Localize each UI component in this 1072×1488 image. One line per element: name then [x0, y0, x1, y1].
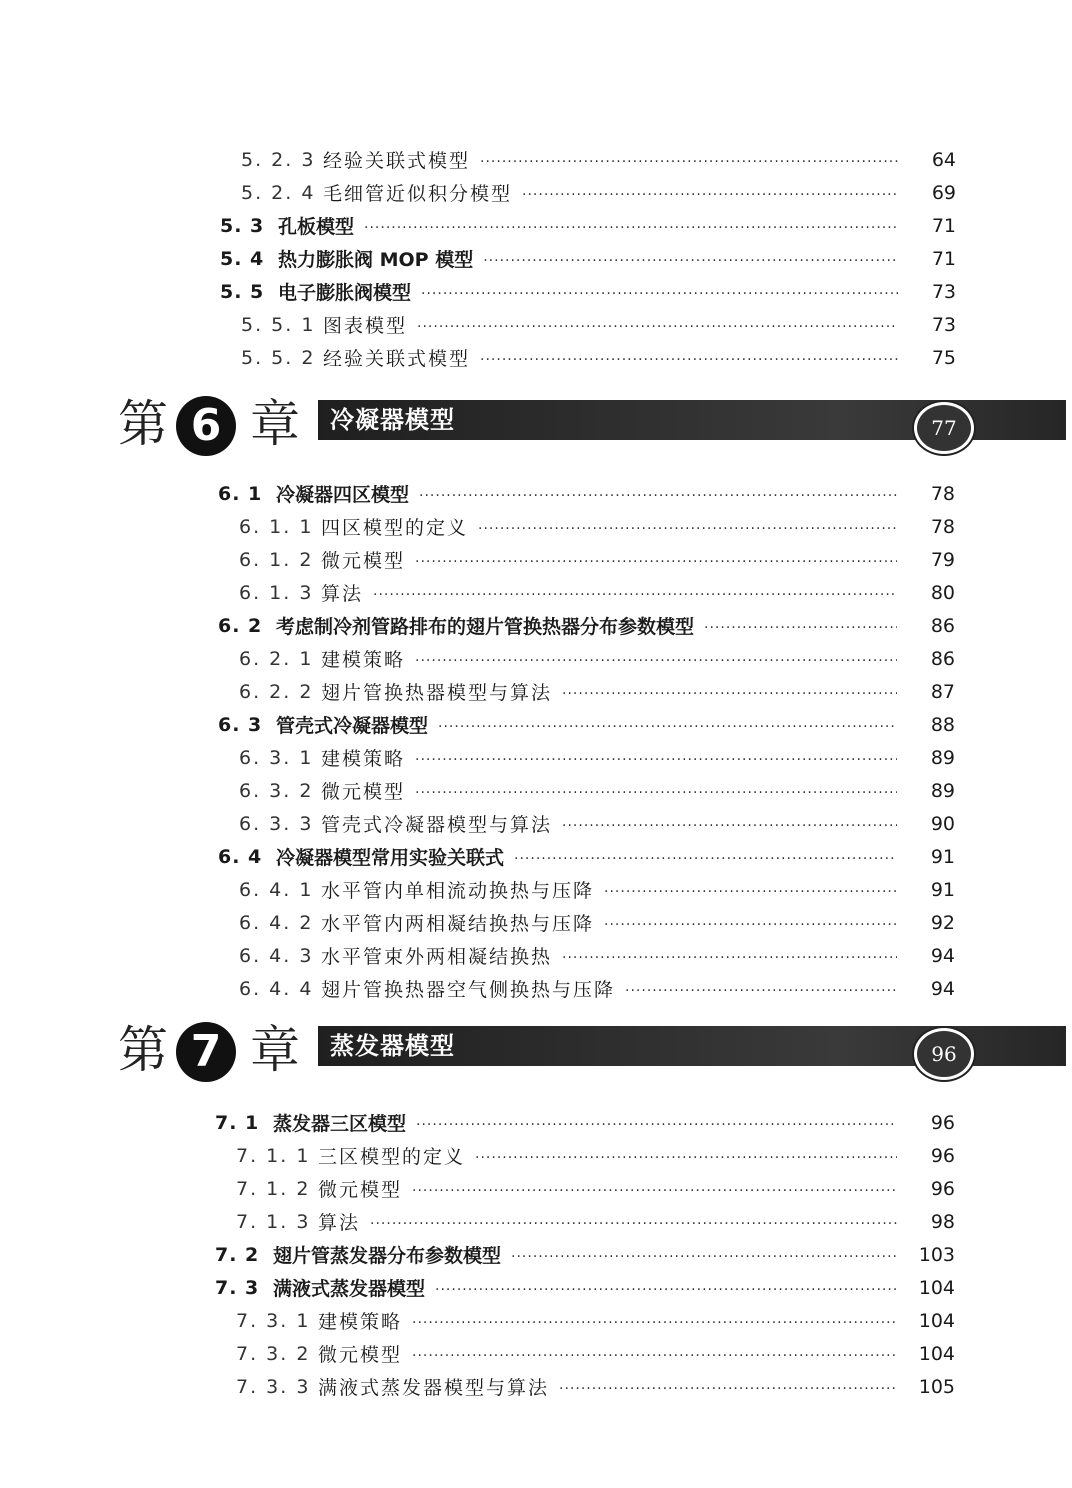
toc-section-entry — [220, 242, 956, 275]
toc-entry-page: 87 — [930, 680, 955, 703]
toc-entry-title: 冷凝器模型常用实验关联式 — [276, 847, 505, 869]
chapter-6-banner — [118, 394, 1068, 458]
chapter-7-banner — [118, 1020, 1068, 1084]
toc-entry-page: 96 — [930, 1177, 955, 1200]
toc-entry-page: 78 — [930, 515, 955, 538]
toc-leader-dots — [415, 554, 897, 570]
toc-entry-page: 86 — [930, 614, 955, 637]
toc-section-entry — [218, 609, 955, 642]
toc-subsection-entry — [236, 1205, 955, 1238]
toc-entry-title: 考虑制冷剂管路排布的翅片管换热器分布参数模型 — [276, 616, 695, 638]
toc-subsection-entry — [239, 873, 955, 906]
toc-subsection-entry — [239, 675, 955, 708]
toc-entry-page: 75 — [931, 346, 956, 369]
toc-entry-page: 91 — [930, 845, 955, 868]
toc-entry-number: 6. 1. 1 — [239, 515, 314, 538]
toc-entry-number: 6. 4 — [218, 845, 263, 868]
toc-entry-number: 5. 2. 4 — [241, 181, 316, 204]
toc-section-entry — [215, 1271, 955, 1304]
toc-leader-dots — [522, 187, 898, 203]
toc-entry-number: 6. 3. 3 — [239, 812, 314, 835]
toc-entry-number: 5. 5. 1 — [241, 313, 316, 336]
toc-leader-dots — [480, 352, 898, 368]
toc-entry-number: 7. 3 — [215, 1276, 260, 1299]
toc-entry-title: 蒸发器三区模型 — [273, 1113, 407, 1135]
toc-entry-page: 71 — [931, 247, 956, 270]
toc-entry-number: 6. 4. 1 — [239, 878, 314, 901]
toc-leader-dots — [604, 884, 897, 900]
toc-entry-title: 翅片管换热器模型与算法 — [321, 682, 553, 704]
chapter-number-badge: 6 — [176, 396, 236, 456]
toc-section-entry — [218, 708, 955, 741]
toc-subsection-entry — [239, 807, 955, 840]
toc-entry-page: 88 — [930, 713, 955, 736]
toc-entry-number: 6. 4. 4 — [239, 977, 314, 1000]
toc-entry-page: 73 — [931, 313, 956, 336]
toc-subsection-entry — [239, 576, 955, 609]
chapter-number-badge: 7 — [176, 1022, 236, 1082]
toc-entry-title: 微元模型 — [318, 1344, 403, 1366]
toc-entry-title: 建模策略 — [321, 748, 406, 770]
toc-entry-number: 7. 3. 3 — [236, 1375, 311, 1398]
toc-entry-title: 电子膨胀阀模型 — [278, 282, 412, 304]
toc-entry-page: 78 — [930, 482, 955, 505]
toc-leader-dots — [562, 686, 897, 702]
toc-leader-dots — [478, 521, 897, 537]
toc-entry-number: 6. 3 — [218, 713, 263, 736]
toc-entry-number: 7. 1 — [215, 1111, 260, 1134]
toc-leader-dots — [412, 1315, 897, 1331]
toc-entry-page: 86 — [930, 647, 955, 670]
toc-subsection-entry — [239, 543, 955, 576]
toc-leader-dots — [438, 719, 897, 735]
toc-entry-title: 微元模型 — [321, 781, 406, 803]
toc-entry-page: 104 — [918, 1276, 955, 1299]
toc-subsection-entry — [239, 939, 955, 972]
toc-entry-page: 89 — [930, 746, 955, 769]
toc-entry-page: 89 — [930, 779, 955, 802]
toc-entry-page: 91 — [930, 878, 955, 901]
toc-entry-page: 71 — [931, 214, 956, 237]
toc-entry-number: 6. 2. 1 — [239, 647, 314, 670]
toc-entry-title: 毛细管近似积分模型 — [323, 183, 513, 205]
toc-subsection-entry — [241, 341, 956, 374]
toc-subsection-entry — [236, 1304, 955, 1337]
toc-entry-title: 水平管内两相凝结换热与压降 — [321, 913, 595, 935]
toc-leader-dots — [416, 1117, 897, 1133]
toc-entry-title: 经验关联式模型 — [323, 150, 471, 172]
toc-entry-number: 6. 3. 2 — [239, 779, 314, 802]
toc-leader-dots — [412, 1348, 897, 1364]
toc-subsection-entry — [236, 1370, 955, 1403]
toc-entry-number: 6. 4. 3 — [239, 944, 314, 967]
toc-leader-dots — [562, 818, 897, 834]
toc-subsection-entry — [236, 1172, 955, 1205]
toc-entry-number: 6. 2 — [218, 614, 263, 637]
toc-leader-dots — [421, 286, 898, 302]
toc-leader-dots — [480, 154, 898, 170]
toc-entry-title: 管壳式冷凝器模型与算法 — [321, 814, 553, 836]
toc-entry-number: 6. 4. 2 — [239, 911, 314, 934]
toc-section-entry — [220, 209, 956, 242]
toc-subsection-entry — [239, 774, 955, 807]
toc-entry-number: 6. 1 — [218, 482, 263, 505]
toc-block-chapter6 — [0, 477, 1072, 1005]
toc-entry-number: 7. 1. 1 — [236, 1144, 311, 1167]
toc-entry-number: 5. 2. 3 — [241, 148, 316, 171]
toc-entry-title: 翅片管换热器空气侧换热与压降 — [321, 979, 616, 1001]
toc-section-entry — [218, 840, 955, 873]
toc-leader-dots — [370, 1216, 897, 1232]
toc-entry-page: 98 — [930, 1210, 955, 1233]
toc-section-entry — [220, 275, 956, 308]
toc-entry-number: 6. 1. 2 — [239, 548, 314, 571]
toc-entry-number: 7. 2 — [215, 1243, 260, 1266]
toc-entry-page: 69 — [931, 181, 956, 204]
toc-entry-title: 满液式蒸发器模型 — [273, 1278, 426, 1300]
toc-leader-dots — [364, 220, 898, 236]
toc-section-entry — [218, 477, 955, 510]
toc-entry-number: 7. 3. 2 — [236, 1342, 311, 1365]
toc-leader-dots — [373, 587, 897, 603]
chapter-page-badge: 77 — [914, 402, 974, 454]
toc-leader-dots — [562, 950, 897, 966]
toc-entry-number: 5. 3 — [220, 214, 265, 237]
toc-entry-page: 105 — [918, 1375, 955, 1398]
toc-entry-number: 6. 3. 1 — [239, 746, 314, 769]
toc-entry-page: 90 — [930, 812, 955, 835]
toc-leader-dots — [412, 1183, 897, 1199]
toc-entry-title: 满液式蒸发器模型与算法 — [318, 1377, 550, 1399]
toc-entry-page: 103 — [918, 1243, 955, 1266]
chapter-prefix: 第 — [118, 395, 168, 453]
toc-leader-dots — [435, 1282, 897, 1298]
toc-subsection-entry — [236, 1139, 955, 1172]
toc-entry-title: 四区模型的定义 — [321, 517, 469, 539]
toc-entry-title: 经验关联式模型 — [323, 348, 471, 370]
toc-subsection-entry — [241, 176, 956, 209]
toc-subsection-entry — [239, 510, 955, 543]
toc-entry-title: 建模策略 — [321, 649, 406, 671]
toc-subsection-entry — [239, 972, 955, 1005]
toc-leader-dots — [704, 620, 897, 636]
toc-leader-dots — [417, 319, 898, 335]
toc-entry-page: 79 — [930, 548, 955, 571]
toc-entry-number: 5. 5. 2 — [241, 346, 316, 369]
toc-entry-number: 6. 1. 3 — [239, 581, 314, 604]
toc-subsection-entry — [239, 906, 955, 939]
toc-entry-number: 7. 3. 1 — [236, 1309, 311, 1332]
toc-entry-page: 104 — [918, 1342, 955, 1365]
chapter-title: 冷凝器模型 — [330, 406, 455, 434]
toc-entry-title: 冷凝器四区模型 — [276, 484, 410, 506]
toc-entry-title: 孔板模型 — [278, 216, 355, 238]
toc-entry-number: 6. 2. 2 — [239, 680, 314, 703]
toc-leader-dots — [625, 983, 897, 999]
toc-leader-dots — [483, 253, 898, 269]
chapter-suffix: 章 — [250, 395, 300, 453]
toc-entry-page: 64 — [931, 148, 956, 171]
toc-entry-title: 微元模型 — [318, 1179, 403, 1201]
toc-leader-dots — [475, 1150, 897, 1166]
toc-entry-title: 热力膨胀阀 MOP 模型 — [278, 249, 474, 271]
toc-entry-title: 翅片管蒸发器分布参数模型 — [273, 1245, 502, 1267]
toc-entry-title: 建模策略 — [318, 1311, 403, 1333]
toc-entry-page: 94 — [930, 977, 955, 1000]
toc-subsection-entry — [236, 1337, 955, 1370]
toc-entry-page: 96 — [930, 1111, 955, 1134]
toc-leader-dots — [514, 851, 897, 867]
chapter-suffix: 章 — [250, 1021, 300, 1079]
chapter-page-badge: 96 — [914, 1028, 974, 1080]
toc-entry-number: 7. 1. 3 — [236, 1210, 311, 1233]
toc-entry-page: 104 — [918, 1309, 955, 1332]
toc-subsection-entry — [241, 308, 956, 341]
toc-entry-page: 94 — [930, 944, 955, 967]
chapter-title: 蒸发器模型 — [330, 1032, 455, 1060]
toc-block-chapter5 — [0, 143, 1072, 374]
toc-entry-page: 96 — [930, 1144, 955, 1167]
toc-subsection-entry — [239, 642, 955, 675]
toc-entry-number: 7. 1. 2 — [236, 1177, 311, 1200]
toc-entry-page: 80 — [930, 581, 955, 604]
toc-entry-title: 图表模型 — [323, 315, 408, 337]
toc-section-entry — [215, 1238, 955, 1271]
toc-entry-number: 5. 4 — [220, 247, 265, 270]
toc-entry-title: 三区模型的定义 — [318, 1146, 466, 1168]
toc-subsection-entry — [239, 741, 955, 774]
toc-leader-dots — [511, 1249, 897, 1265]
toc-entry-title: 管壳式冷凝器模型 — [276, 715, 429, 737]
toc-entry-title: 微元模型 — [321, 550, 406, 572]
toc-leader-dots — [415, 653, 897, 669]
chapter-prefix: 第 — [118, 1021, 168, 1079]
toc-section-entry — [215, 1106, 955, 1139]
toc-entry-page: 73 — [931, 280, 956, 303]
toc-entry-title: 水平管束外两相凝结换热 — [321, 946, 553, 968]
toc-entry-title: 算法 — [318, 1212, 361, 1234]
toc-entry-title: 算法 — [321, 583, 364, 605]
toc-entry-title: 水平管内单相流动换热与压降 — [321, 880, 595, 902]
toc-block-chapter7 — [0, 1106, 1072, 1403]
toc-leader-dots — [415, 752, 897, 768]
toc-leader-dots — [419, 488, 897, 504]
toc-leader-dots — [415, 785, 897, 801]
toc-entry-number: 5. 5 — [220, 280, 265, 303]
toc-subsection-entry — [241, 143, 956, 176]
toc-leader-dots — [559, 1381, 897, 1397]
toc-leader-dots — [604, 917, 897, 933]
toc-entry-page: 92 — [930, 911, 955, 934]
